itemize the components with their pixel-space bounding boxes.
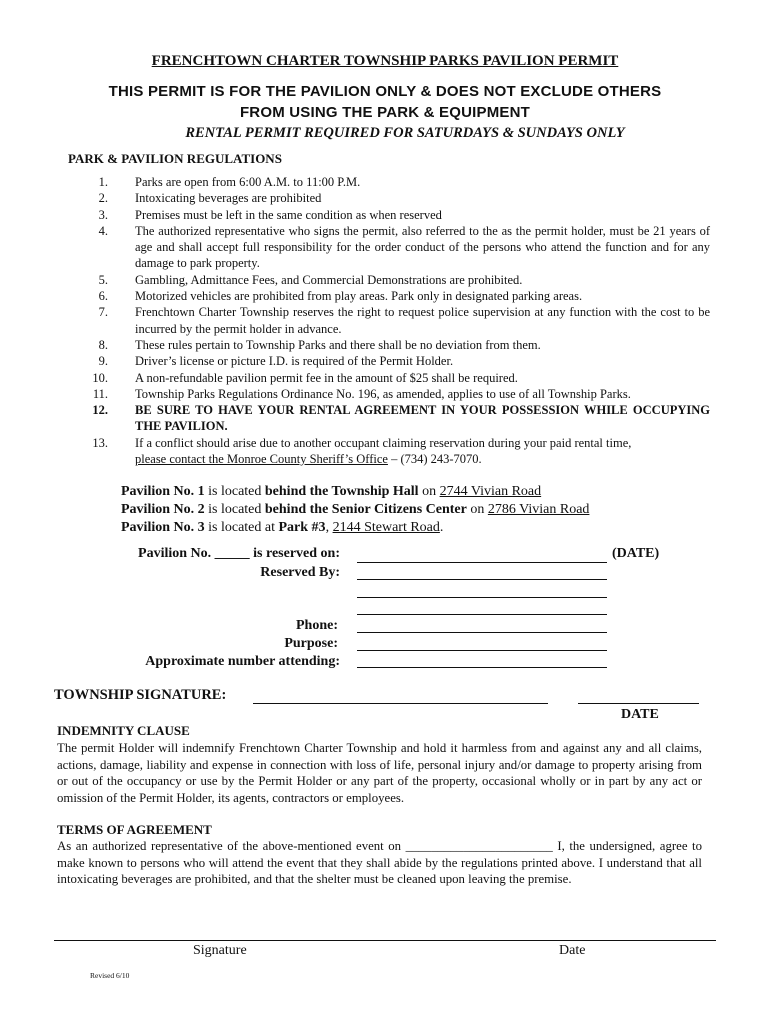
regulations-list — [60, 174, 710, 467]
phone-label: Phone: — [296, 618, 338, 633]
township-date-field[interactable] — [578, 703, 699, 704]
township-date-label: DATE — [621, 707, 659, 722]
indemnity-heading: INDEMNITY CLAUSE — [57, 723, 190, 738]
township-signature-field[interactable] — [253, 703, 548, 704]
reserved-by-field[interactable] — [357, 579, 607, 580]
rental-note: RENTAL PERMIT REQUIRED FOR SATURDAYS & SUNDAYS ONLY — [185, 125, 625, 141]
rule-item: 3. Premises must be left in the same condition as when reserved — [98, 207, 442, 222]
rule-item: 6. Motorized vehicles are prohibited from play areas. Park only in designated parking areas. — [98, 289, 583, 304]
purpose-label: Purpose: — [284, 636, 338, 651]
signature-label: Signature — [193, 943, 247, 958]
rule-item: 12. BE SURE TO HAVE YOUR RENTAL AGREEMENT IN YOUR POSSESSION WHILE OCCUPYING THE PAVILION. — [92, 403, 710, 434]
reserved-on-field[interactable] — [357, 562, 607, 563]
pavilion-3-location: Pavilion No. 3 is located at Park #3, 2144 Stewart Road. — [121, 520, 444, 535]
reserved-by-label: Reserved By: — [260, 565, 340, 580]
terms-text: As an authorized representative of the above-mentioned event on _______________________ I, the undersigned, agree to make known to persons who will attend the event that they shall abide by the regulations printed above. I understand that all intoxicating beverages are prohibited, and that the shelter must be cleaned upon leaving the premise. — [57, 839, 702, 887]
sheriff-office-link: please contact the Monroe County Sheriff’s Office — [135, 452, 388, 467]
rule-item: 1. Parks are open from 6:00 A.M. to 11:00 P.M. — [98, 175, 361, 189]
rule-item: 2. Intoxicating beverages are prohibited — [98, 191, 322, 206]
pavilion-2-location: Pavilion No. 2 is located behind the Senior Citizens Center on 2786 Vivian Road — [121, 502, 590, 517]
phone-field[interactable] — [357, 632, 607, 633]
page-title: FRENCHTOWN CHARTER TOWNSHIP PARKS PAVILION PERMIT — [151, 53, 619, 69]
rule-item: 4. The authorized representative who signs the permit, also referred to the as the permit holder, must be 21 years of age and shall accept full responsibility for the order conduct of the persons who attend the function and for any damage to park property. — [98, 223, 710, 271]
terms-heading: TERMS OF AGREEMENT — [57, 822, 212, 837]
signature-line[interactable] — [54, 940, 716, 941]
rule-item: 10. A non-refundable pavilion permit fee in the amount of $25 shall be required. — [92, 370, 518, 385]
reserved-on-label: Pavilion No. _____ is reserved on: — [138, 546, 340, 561]
subtitle-line-2: FROM USING THE PARK & EQUIPMENT — [239, 104, 531, 121]
subtitle-line-1: THIS PERMIT IS FOR THE PAVILION ONLY & DOES NOT EXCLUDE OTHERS — [108, 83, 662, 100]
attending-label: Approximate number attending: — [145, 654, 340, 669]
rule-item: 9. Driver’s license or picture I.D. is required of the Permit Holder. — [98, 354, 454, 369]
rule-item: 8. These rules pertain to Township Parks and there shall be no deviation from them. — [98, 337, 541, 352]
rule-item: 7. Frenchtown Charter Township reserves the right to request police supervision at any function with the cost to be incurred by the permit holder in advance. — [98, 305, 710, 336]
purpose-field[interactable] — [357, 650, 607, 651]
township-signature-label: TOWNSHIP SIGNATURE: — [54, 687, 227, 703]
rule-item: 13. If a conflict should arise due to another occupant claiming reservation during your paid rental time, please contact the Monroe County Sheriff’s Office – (734) 243-7070. — [92, 435, 632, 467]
date-label: (DATE) — [612, 546, 660, 561]
pavilion-1-location: Pavilion No. 1 is located behind the Township Hall on 2744 Vivian Road — [121, 484, 542, 499]
regulations-heading: PARK & PAVILION REGULATIONS — [68, 151, 282, 166]
attending-field[interactable] — [357, 667, 607, 668]
rule-item: 11. Township Parks Regulations Ordinance No. 196, as amended, applies to use of all Township Parks. — [92, 386, 631, 401]
reserved-by-field-line-3[interactable] — [357, 614, 607, 615]
revision-note: Revised 6/10 — [90, 971, 130, 980]
footer-date-label: Date — [559, 943, 586, 958]
reserved-by-field-line-2[interactable] — [357, 597, 607, 598]
rule-item: 5. Gambling, Admittance Fees, and Commercial Demonstrations are prohibited. — [98, 272, 523, 287]
indemnity-text: The permit Holder will indemnify Frenchtown Charter Township and hold it harmless from and against any and all claims, actions, damage, liability and expense in connection with loss of life, personal injury and/or damage to property arising from or out of the occupancy or use by the Permit Holder or any part of the property, occasional wholly or in part by any act or omission of the Permit Holder, its agents, contractors or employees. — [57, 741, 702, 805]
